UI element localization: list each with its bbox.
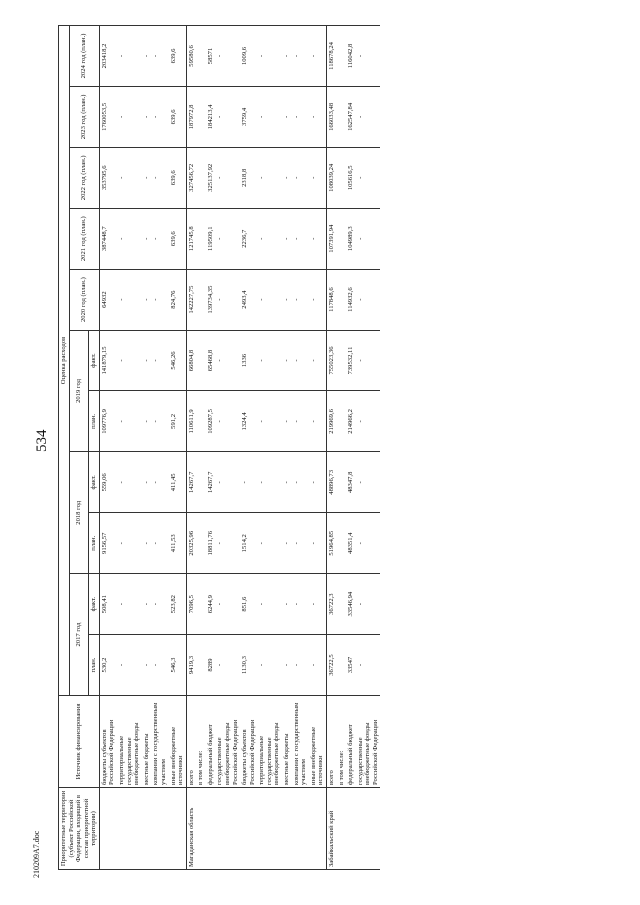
value-cell: - xyxy=(257,208,282,269)
value-cell: 33546,94 xyxy=(346,574,356,635)
table-row xyxy=(206,26,216,870)
value-cell: - xyxy=(257,391,282,452)
value-cell: - xyxy=(117,147,142,208)
value-cell: - xyxy=(151,635,168,696)
value-cell: - xyxy=(282,269,292,330)
value-cell xyxy=(196,635,206,696)
value-cell: 65468,8 xyxy=(206,330,216,391)
value-cell: - xyxy=(151,574,168,635)
value-cell: 107391,94 xyxy=(326,208,336,269)
value-cell: 108039,24 xyxy=(326,147,336,208)
value-cell: 14267,7 xyxy=(206,452,216,513)
value-cell: 66804,8 xyxy=(186,330,196,391)
value-cell: 2236,7 xyxy=(240,208,257,269)
value-cell: - xyxy=(151,391,168,452)
value-cell: 8289 xyxy=(206,635,216,696)
value-cell: 411,53 xyxy=(169,513,187,574)
header-plan-2023: 2023 год (план.) xyxy=(69,86,99,147)
value-cell: 141879,15 xyxy=(99,330,117,391)
table-row xyxy=(356,26,381,870)
value-cell: - xyxy=(292,635,309,696)
value-cell: 33547 xyxy=(346,635,356,696)
header-territory: Приоритетные территории (субъект Российской Федерации, входящий в состав приоритетной территории) xyxy=(59,788,100,870)
value-cell: - xyxy=(292,86,309,147)
value-cell: - xyxy=(292,574,309,635)
value-cell xyxy=(337,330,347,391)
value-cell: - xyxy=(215,147,240,208)
value-cell: 2493,4 xyxy=(240,269,257,330)
value-cell: 58571 xyxy=(206,26,216,87)
source-cell: всего xyxy=(186,696,196,788)
value-cell: - xyxy=(142,452,152,513)
value-cell: 14267,7 xyxy=(186,452,196,513)
value-cell: - xyxy=(215,513,240,574)
value-cell: - xyxy=(142,330,152,391)
value-cell: - xyxy=(142,269,152,330)
header-source: Источник финансирования xyxy=(59,696,100,788)
value-cell: - xyxy=(257,269,282,330)
value-cell: - xyxy=(257,330,282,391)
value-cell: - xyxy=(292,26,309,87)
value-cell: - xyxy=(356,330,381,391)
value-cell: 851,6 xyxy=(240,574,257,635)
header-2018-plan: план. xyxy=(89,513,100,574)
value-cell: - xyxy=(151,513,168,574)
value-cell: - xyxy=(282,391,292,452)
value-cell: - xyxy=(117,391,142,452)
source-cell: федеральный бюджет xyxy=(346,696,356,788)
value-cell: 387448,7 xyxy=(99,208,117,269)
source-cell: компании с государственным участием xyxy=(151,696,168,788)
source-cell: иные внебюджетные источники xyxy=(169,696,187,788)
value-cell xyxy=(196,86,206,147)
source-cell: всего xyxy=(326,696,336,788)
value-cell: - xyxy=(215,635,240,696)
source-cell: компании с государственным участием xyxy=(292,696,309,788)
value-cell: - xyxy=(356,574,381,635)
value-cell: 64932 xyxy=(99,269,117,330)
value-cell: 48351,4 xyxy=(346,513,356,574)
value-cell: - xyxy=(356,452,381,513)
value-cell: 142227,75 xyxy=(186,269,196,330)
value-cell: - xyxy=(142,86,152,147)
value-cell: 118678,24 xyxy=(326,26,336,87)
value-cell: 139734,35 xyxy=(206,269,216,330)
value-cell: - xyxy=(282,330,292,391)
value-cell: - xyxy=(356,391,381,452)
value-cell: 739532,11 xyxy=(346,330,356,391)
value-cell: 9156,57 xyxy=(99,513,117,574)
value-cell: 824,76 xyxy=(169,269,187,330)
source-cell: иные внебюджетные источники xyxy=(309,696,327,788)
value-cell: - xyxy=(257,635,282,696)
value-cell: - xyxy=(117,513,142,574)
value-cell: - xyxy=(309,635,327,696)
table-header xyxy=(59,26,100,870)
table-row xyxy=(99,26,117,870)
value-cell: - xyxy=(142,391,152,452)
value-cell: 162547,84 xyxy=(346,86,356,147)
value-cell: 1130,3 xyxy=(240,635,257,696)
table-row xyxy=(292,26,309,870)
value-cell: 36722,3 xyxy=(326,574,336,635)
footer-filename: 210209А7.doc xyxy=(32,830,41,878)
value-cell: 114932,6 xyxy=(346,269,356,330)
value-cell: - xyxy=(117,635,142,696)
value-cell: - xyxy=(117,574,142,635)
value-cell: 7096,5 xyxy=(186,574,196,635)
value-cell: 104989,3 xyxy=(346,208,356,269)
page-number: 534 xyxy=(34,429,50,452)
table-row xyxy=(117,26,142,870)
table-row xyxy=(196,26,206,870)
value-cell: - xyxy=(292,147,309,208)
value-cell: - xyxy=(215,452,240,513)
value-cell xyxy=(337,452,347,513)
value-cell: - xyxy=(151,269,168,330)
value-cell: - xyxy=(292,452,309,513)
value-cell: - xyxy=(151,452,168,513)
source-cell: бюджеты субъектов Российской Федерации xyxy=(99,696,117,788)
table-row xyxy=(346,26,356,870)
value-cell: 166033,48 xyxy=(326,86,336,147)
value-cell: - xyxy=(257,574,282,635)
value-cell: 109776,9 xyxy=(99,391,117,452)
value-cell: 508,41 xyxy=(99,574,117,635)
value-cell: - xyxy=(151,86,168,147)
value-cell: 591,2 xyxy=(169,391,187,452)
value-cell: 219969,6 xyxy=(326,391,336,452)
table-row xyxy=(257,26,282,870)
value-cell: - xyxy=(142,574,152,635)
value-cell: 1760053,5 xyxy=(99,86,117,147)
value-cell: - xyxy=(356,26,381,87)
value-cell: 411,45 xyxy=(169,452,187,513)
value-cell: - xyxy=(282,208,292,269)
value-cell: 105616,5 xyxy=(346,147,356,208)
value-cell xyxy=(196,452,206,513)
value-cell: - xyxy=(309,330,327,391)
value-cell xyxy=(337,391,347,452)
table-row xyxy=(215,26,240,870)
value-cell: 2318,8 xyxy=(240,147,257,208)
territory-cell: Магаданская область xyxy=(186,788,326,870)
value-cell xyxy=(196,513,206,574)
source-cell: бюджеты субъектов Российской Федерации xyxy=(240,696,257,788)
source-cell: федеральный бюджет xyxy=(206,696,216,788)
source-cell: государственные внебюджетные фонды Российской Федерации xyxy=(356,696,381,788)
value-cell xyxy=(196,26,206,87)
value-cell: - xyxy=(215,269,240,330)
value-cell: 121745,8 xyxy=(186,208,196,269)
value-cell xyxy=(337,26,347,87)
value-cell: - xyxy=(292,330,309,391)
value-cell xyxy=(196,208,206,269)
value-cell: - xyxy=(282,147,292,208)
value-cell: - xyxy=(309,391,327,452)
value-cell xyxy=(196,147,206,208)
value-cell: - xyxy=(257,86,282,147)
value-cell: - xyxy=(282,513,292,574)
value-cell: - xyxy=(142,26,152,87)
value-cell xyxy=(337,147,347,208)
value-cell: - xyxy=(142,635,152,696)
value-cell: 639,6 xyxy=(169,26,187,87)
value-cell: 109287,5 xyxy=(206,391,216,452)
value-cell: 639,6 xyxy=(169,147,187,208)
header-2019-plan: план. xyxy=(89,391,100,452)
header-plan-2020: 2020 год (план.) xyxy=(69,269,99,330)
value-cell: 59580,6 xyxy=(186,26,196,87)
value-cell xyxy=(337,86,347,147)
table-row xyxy=(309,26,327,870)
source-cell: местные бюджеты xyxy=(282,696,292,788)
value-cell: - xyxy=(309,26,327,87)
value-cell: - xyxy=(257,26,282,87)
value-cell: 184213,4 xyxy=(206,86,216,147)
value-cell: - xyxy=(215,86,240,147)
value-cell: - xyxy=(215,574,240,635)
source-cell: местные бюджеты xyxy=(142,696,152,788)
value-cell: 18811,76 xyxy=(206,513,216,574)
value-cell: - xyxy=(142,513,152,574)
value-cell: 353795,6 xyxy=(99,147,117,208)
value-cell: 9419,3 xyxy=(186,635,196,696)
value-cell xyxy=(337,208,347,269)
value-cell: - xyxy=(292,391,309,452)
value-cell: 1514,2 xyxy=(240,513,257,574)
value-cell: - xyxy=(151,26,168,87)
value-cell: 559,06 xyxy=(99,452,117,513)
source-cell: в том числе: xyxy=(337,696,347,788)
table-row xyxy=(240,26,257,870)
territory-cell xyxy=(99,788,186,870)
header-year-2019: 2019 год xyxy=(69,330,89,452)
value-cell: - xyxy=(142,147,152,208)
value-cell: - xyxy=(282,635,292,696)
source-cell: государственные внебюджетные фонды Российской Федерации xyxy=(215,696,240,788)
budget-table-rotated xyxy=(58,25,580,870)
value-cell: - xyxy=(282,452,292,513)
value-cell: - xyxy=(117,86,142,147)
value-cell: - xyxy=(257,513,282,574)
value-cell: 187972,8 xyxy=(186,86,196,147)
value-cell: - xyxy=(257,452,282,513)
value-cell: - xyxy=(117,208,142,269)
value-cell: 530,2 xyxy=(99,635,117,696)
header-2017-fact: факт. xyxy=(89,574,100,635)
value-cell: 203418,2 xyxy=(99,26,117,87)
value-cell: - xyxy=(117,269,142,330)
budget-table xyxy=(58,25,380,870)
value-cell: 755023,36 xyxy=(326,330,336,391)
value-cell: - xyxy=(215,208,240,269)
header-estimate: Оценка расходов xyxy=(59,26,70,696)
value-cell: - xyxy=(215,391,240,452)
source-cell: территориальные государственные внебюджетные фонды xyxy=(117,696,142,788)
value-cell: 6244,9 xyxy=(206,574,216,635)
value-cell: - xyxy=(282,86,292,147)
value-cell xyxy=(337,635,347,696)
value-cell: 214966,2 xyxy=(346,391,356,452)
value-cell: - xyxy=(282,26,292,87)
value-cell: 110611,9 xyxy=(186,391,196,452)
value-cell: - xyxy=(356,635,381,696)
value-cell: - xyxy=(292,208,309,269)
source-cell: территориальные государственные внебюджетные фонды xyxy=(257,696,282,788)
value-cell xyxy=(196,269,206,330)
value-cell: - xyxy=(257,147,282,208)
value-cell: 546,26 xyxy=(169,330,187,391)
value-cell: 117848,6 xyxy=(326,269,336,330)
value-cell: 327456,72 xyxy=(186,147,196,208)
value-cell: 546,3 xyxy=(169,635,187,696)
value-cell: 1009,6 xyxy=(240,26,257,87)
header-plan-2024: 2024 год (план.) xyxy=(69,26,99,87)
value-cell: - xyxy=(309,147,327,208)
value-cell: 48347,8 xyxy=(346,452,356,513)
value-cell: - xyxy=(151,147,168,208)
table-row xyxy=(169,26,187,870)
value-cell: - xyxy=(356,208,381,269)
value-cell: 1324,4 xyxy=(240,391,257,452)
value-cell xyxy=(337,513,347,574)
value-cell xyxy=(196,330,206,391)
value-cell: 116042,8 xyxy=(346,26,356,87)
header-plan-2022: 2022 год (план.) xyxy=(69,147,99,208)
value-cell: 48896,73 xyxy=(326,452,336,513)
header-year-2017: 2017 год xyxy=(69,574,89,696)
value-cell: - xyxy=(215,26,240,87)
header-2017-plan: план. xyxy=(89,635,100,696)
value-cell: - xyxy=(117,26,142,87)
table-row xyxy=(186,26,196,870)
territory-cell: Забайкальский край xyxy=(326,788,380,870)
source-cell: в том числе: xyxy=(196,696,206,788)
value-cell: 3759,4 xyxy=(240,86,257,147)
table-row xyxy=(142,26,152,870)
value-cell: 119509,1 xyxy=(206,208,216,269)
value-cell xyxy=(337,574,347,635)
value-cell: - xyxy=(309,452,327,513)
table-row xyxy=(151,26,168,870)
value-cell: 1336 xyxy=(240,330,257,391)
value-cell: - xyxy=(356,513,381,574)
value-cell: - xyxy=(309,208,327,269)
value-cell: - xyxy=(356,269,381,330)
value-cell: - xyxy=(151,208,168,269)
table-row xyxy=(337,26,347,870)
value-cell: 51964,85 xyxy=(326,513,336,574)
value-cell: - xyxy=(309,269,327,330)
value-cell: 325137,92 xyxy=(206,147,216,208)
value-cell: 36722,5 xyxy=(326,635,336,696)
value-cell xyxy=(196,391,206,452)
table-body xyxy=(99,26,380,870)
value-cell: - xyxy=(282,574,292,635)
table-row xyxy=(326,26,336,870)
header-2018-fact: факт. xyxy=(89,452,100,513)
header-plan-2021: 2021 год (план.) xyxy=(69,208,99,269)
value-cell: - xyxy=(292,513,309,574)
value-cell: - xyxy=(309,513,327,574)
value-cell: - xyxy=(356,86,381,147)
value-cell xyxy=(196,574,206,635)
value-cell: 20325,96 xyxy=(186,513,196,574)
value-cell: - xyxy=(142,208,152,269)
value-cell: - xyxy=(309,86,327,147)
value-cell xyxy=(337,269,347,330)
value-cell: - xyxy=(117,330,142,391)
value-cell: - xyxy=(292,269,309,330)
table-row xyxy=(282,26,292,870)
header-2019-fact: факт. xyxy=(89,330,100,391)
value-cell: - xyxy=(215,330,240,391)
value-cell: - xyxy=(309,574,327,635)
value-cell: - xyxy=(151,330,168,391)
value-cell: - xyxy=(117,452,142,513)
header-year-2018: 2018 год xyxy=(69,452,89,574)
value-cell: - xyxy=(240,452,257,513)
value-cell: 523,82 xyxy=(169,574,187,635)
value-cell: - xyxy=(356,147,381,208)
value-cell: 639,6 xyxy=(169,86,187,147)
value-cell: 639,6 xyxy=(169,208,187,269)
